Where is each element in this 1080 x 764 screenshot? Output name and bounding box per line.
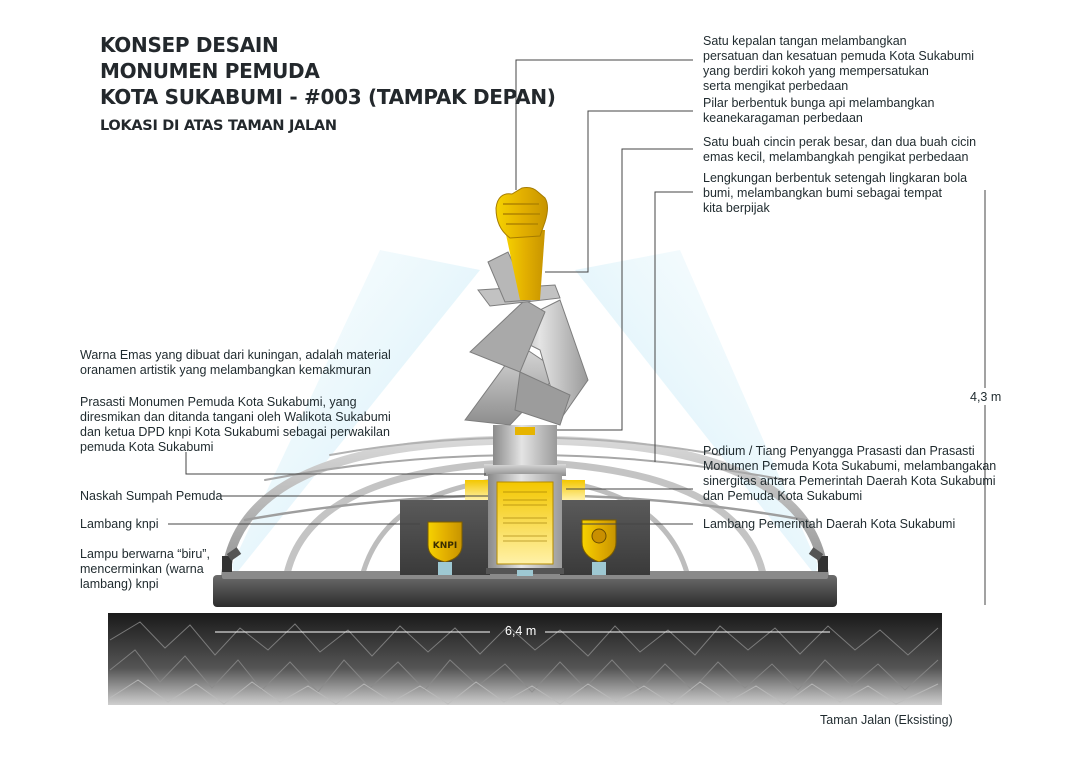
title-line-3: KOTA SUKABUMI - #003 (TAMPAK DEPAN) [100,85,556,109]
width-dimension-label: 6,4 m [505,624,537,638]
height-dimension-label: 4,3 m [970,390,1002,404]
svg-text:KNPI: KNPI [432,541,458,551]
annotation-naskah: Naskah Sumpah Pemuda [80,489,223,503]
annotation-podium: Podium / Tiang Penyangga Prasasti dan Prasasti Monumen Pemuda Kota Sukabumi, melambangakan sinergitas antara Pemerintah Daerah Kota Sukabumi dan Pemuda Kota Sukabumi [703,444,997,503]
annotation-lambang-pemda: Lambang Pemerintah Daerah Kota Sukabumi [703,517,956,531]
pillar-gold-ring [515,427,535,435]
annotation-prasasti: Prasasti Monumen Pemuda Kota Sukabumi, yang diresmikan dan ditanda tangani oleh Walikota Sukabumi dan ketua DPD knpi Kota Sukabumi sebagai perwakilan pemuda Kota Sukabumi [80,395,391,454]
ground-label: Taman Jalan (Eksisting) [820,713,953,727]
annotation-rings: Satu buah cincin perak besar, dan dua buah cicin emas kecil, melambangkah pengikat perbedaan [703,135,977,164]
title-subtitle: LOKASI DI ATAS TAMAN JALAN [100,118,337,134]
podium-light [517,570,533,576]
annotation-arch: Lengkungan berbentuk setengah lingkaran bola bumi, melambangkan bumi sebagai tempat kita berpijak [703,171,968,215]
fist-icon [496,188,548,239]
annotation-fist: Satu kepalan tangan melambangkan persatuan dan kesatuan pemuda Kota Sukabumi yang berdiri kokoh yang mempersatukan serta mengikat perbedaan [703,34,975,93]
title-line-1: KONSEP DESAIN [100,33,279,57]
monument-base [213,575,837,607]
annotation-lambang-knpi: Lambang knpi [80,517,159,531]
annotation-pillar: Pilar berbentuk bunga api melambangkan keanekaragaman perbedaan [703,96,935,125]
annotation-lampu: Lampu berwarna “biru”, mencerminkan (warna lambang) knpi [80,547,210,591]
title-line-2: MONUMEN PEMUDA [100,59,320,83]
annotation-gold: Warna Emas yang dibuat dari kuningan, adalah material oranamen artistik yang melambangkan kemakmuran [80,348,391,377]
